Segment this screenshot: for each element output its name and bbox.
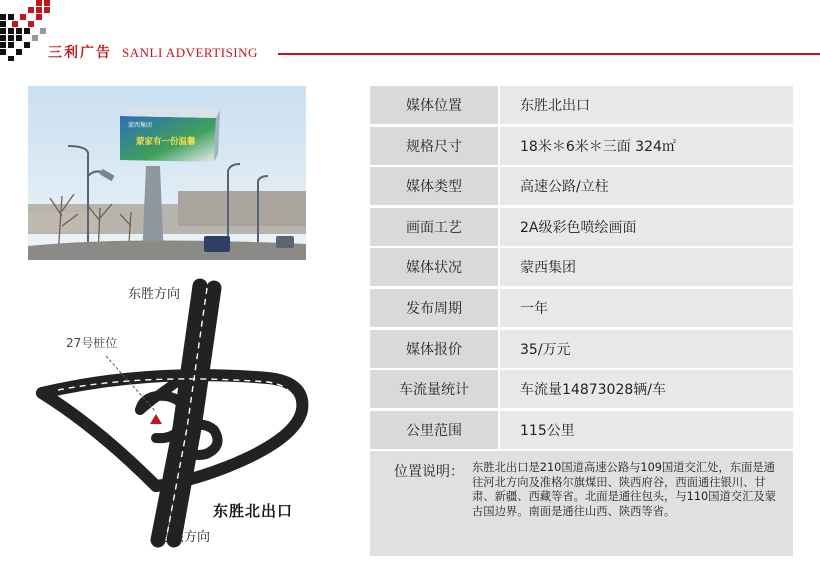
stake-marker-icon — [150, 414, 162, 424]
row-value-print-process: 2A级彩色喷绘画面 — [500, 208, 793, 246]
description-text: 东胜北出口是210国道高速公路与109国道交汇处，东面是通往河北方向及准格尔旗煤田、陕西府谷，西面通往银川、甘肃、新疆、西藏等省。北面是通往包头，与110国道交汇及蒙古国边界。南面是通往山西、陕西等省。 — [472, 461, 776, 518]
brand-wordmark — [48, 42, 258, 62]
row-key-media-type: 媒体类型 — [370, 167, 498, 205]
table-row — [370, 370, 793, 408]
row-value-range: 115公里 — [500, 411, 793, 449]
description-key: 位置说明： — [394, 464, 464, 481]
billboard-photo — [28, 86, 306, 260]
table-row — [370, 208, 793, 246]
row-value-period: 一年 — [500, 289, 793, 327]
table-row — [370, 289, 793, 327]
row-value-traffic: 车流量14873028辆/车 — [500, 370, 793, 408]
row-key-size: 规格尺寸 — [370, 127, 498, 165]
brand-name-cn: 三利广告 — [48, 45, 112, 61]
billboard-slogan-text: 蒙家有一份温馨 — [136, 137, 196, 147]
row-value-price: 35/万元 — [500, 330, 793, 368]
location-description — [370, 451, 793, 556]
table-row — [370, 86, 793, 124]
row-value-size: 18米＊6米＊三面 324㎡ — [500, 127, 793, 165]
media-info-table — [370, 86, 793, 556]
row-key-traffic: 车流量统计 — [370, 370, 498, 408]
south-direction-label: 包头方向 — [158, 530, 211, 545]
table-row — [370, 167, 793, 205]
stake-position-label: 27号桩位 — [66, 336, 118, 350]
row-value-media-status: 蒙西集团 — [500, 248, 793, 286]
row-key-media-status: 媒体状况 — [370, 248, 498, 286]
table-row — [370, 127, 793, 165]
table-row — [370, 248, 793, 286]
table-row — [370, 330, 793, 368]
north-direction-label: 东胜方向 — [128, 287, 181, 302]
table-row — [370, 411, 793, 449]
billboard-brand-text: 蒙西集团 — [128, 122, 153, 129]
row-value-location: 东胜北出口 — [500, 86, 793, 124]
location-map — [28, 278, 338, 548]
row-value-media-type: 高速公路/立柱 — [500, 167, 793, 205]
brand-name-en: SANLI ADVERTISING — [122, 45, 258, 60]
row-key-range: 公里范围 — [370, 411, 498, 449]
header-divider — [278, 53, 820, 55]
row-key-period: 发布周期 — [370, 289, 498, 327]
row-key-print-process: 画面工艺 — [370, 208, 498, 246]
row-key-price: 媒体报价 — [370, 330, 498, 368]
exit-name-label: 东胜北出口 — [213, 502, 294, 520]
row-key-location: 媒体位置 — [370, 86, 498, 124]
